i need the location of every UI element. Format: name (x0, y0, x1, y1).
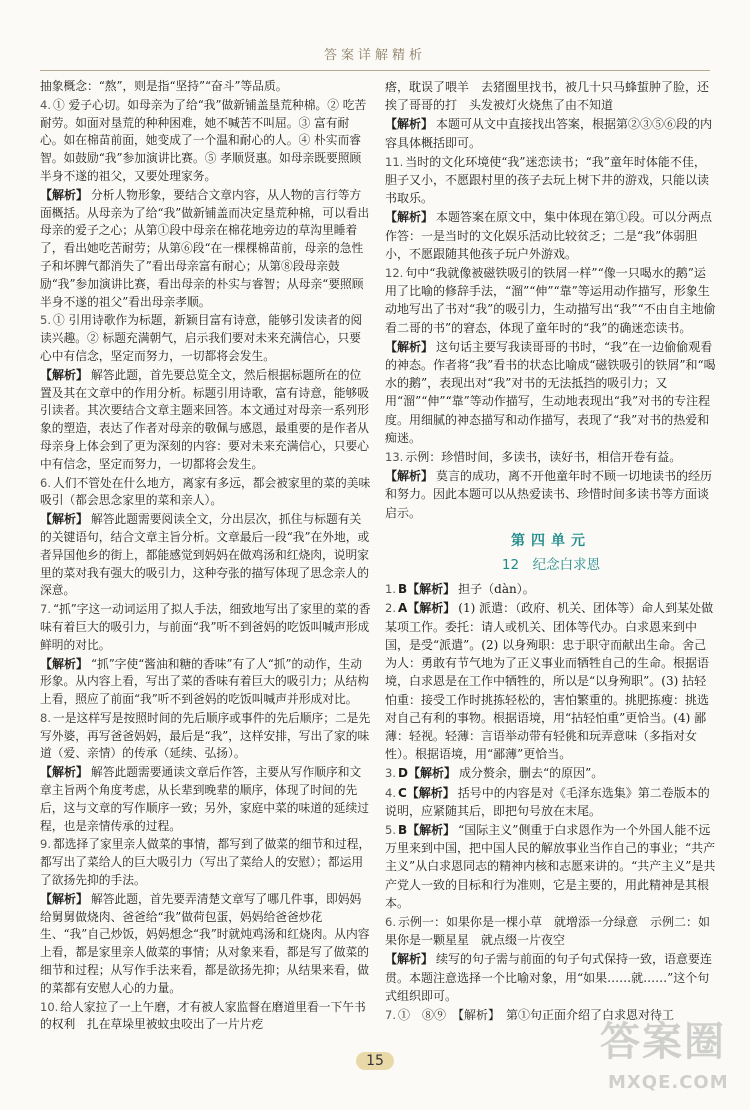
answer-item (40, 710, 372, 763)
answer-text: 句中“我就像被磁铁吸引的铁屑一样”“像一只喝水的鹅”运用了比喻的修辞手法，“溜”“伸”“靠”等运用动作描写，形象生动地写出了书对“我”的吸引力，生动描写出“我”“不由自主地偷看二哥的书”的窘态，体现了童年时的“我”的确迷恋读书。 (385, 266, 716, 335)
answer-item (385, 338, 717, 447)
answer-item (385, 784, 717, 820)
answer-item (40, 601, 372, 654)
analysis-tag: C【解析】 (397, 785, 455, 800)
answer-item (40, 97, 372, 186)
unit-heading: 第四单元 (511, 532, 591, 549)
answer-text: 解答此题，首先要弄清楚文章写了哪几件事，即妈妈给舅舅做烧肉、爸爸给“我”做荷包蛋，妈妈给爸爸炒花生、“我”自己炒饭，妈妈想念“我”时就炖鸡汤和红烧肉。从内容上看，都是家里亲人做菜的事情；从对象来看，都是写了做菜的细节和过程；从写作手法来看，都是欲扬先抑；从结果来看，做的菜都有安慰人心的力量。 (40, 891, 370, 995)
watermark-logo-text: 答案圈 (600, 1019, 726, 1065)
analysis-tag: 【解析】 (385, 117, 434, 132)
answer-item (385, 78, 717, 114)
watermark-logo-url: MXQE.COM (608, 1072, 729, 1093)
answer-text: 括号中的内容是对《毛泽东选集》第二卷版本的说明，应紧随其后，即把句号放在末尾。 (385, 785, 710, 818)
analysis-tag: B【解析】 (397, 582, 456, 597)
answer-item (385, 821, 717, 912)
analysis-tag: 【解析】 (385, 339, 434, 354)
answer-item (385, 153, 717, 208)
answer-item (385, 264, 717, 337)
answer-number: 9. (40, 837, 51, 852)
answer-text: 解答此题，首先要总览全文，然后根据标题所在的位置及其在文章中的作用分析。标题引用诗歌，富有诗意，能够吸引读者。其次要结合文章主题来回答。本文通过对母亲一系列形象的塑造，表达了作者对母亲的敬佩与感恩，最重要的是作者从母亲身上体会到了更为深刻的内容：要对未来充满信心，只要心中有信念，坚定而努力，一切都将会发生。 (40, 367, 369, 471)
answer-item (40, 367, 372, 474)
analysis-tag: 【解析】 (40, 656, 89, 671)
answer-item (385, 448, 717, 466)
analysis-tag: 【解析】 (40, 187, 89, 202)
right-column (385, 78, 717, 1025)
answer-number: 6. (40, 475, 51, 490)
answer-text: 给人家拉了一上午磨，才有被人家监督在磨道里看一下午书的权利 扎在草垛里被蚊虫咬出了一片片疙 (40, 999, 366, 1032)
answer-item (40, 764, 372, 835)
answer-item (40, 891, 372, 998)
answer-number: 12. (385, 266, 404, 281)
answer-text: 莫言的成功，离不开他童年时不顾一切地读书的经历和努力。因此本题可以从热爱读书、珍惜时间多读书等方面谈启示。 (385, 469, 713, 520)
answer-number: 10. (40, 999, 59, 1014)
answer-text: 解答此题需要阅读全文，分出层次，抓住与标题有关的关键语句，结合文章主旨分析。文章最后一段“我”在外地，或者异国他乡的街上，都能感觉到妈妈在做鸡汤和红烧肉，说明家里的菜对我有强大的吸引力，这种夸张的描写体现了思念亲人的深意。 (40, 512, 370, 598)
answer-text: 瘩，耽误了喂羊 去猪圈里找书，被几十只马蜂蜇肿了脸，还挨了哥哥的打 头发被灯火烧焦了由不知道 (385, 80, 710, 113)
answer-item (385, 950, 717, 1005)
answer-text: 当时的文化环境使“我”迷恋读书；“我”童年时体能不佳，胆子又小，不愿跟村里的孩子去玩上树下井的游戏，只能以读书取乐。 (385, 154, 710, 206)
answer-text: 本题答案在原文中，集中体现在第①段。可以分两点作答：一是当时的文化娱乐活动比较贫乏；二是“我”体弱胆小，不愿跟随其他孩子玩户外游戏。 (385, 210, 713, 261)
answer-text: 成分赘余，删去“的原因”。 (458, 766, 604, 781)
header-divider (40, 70, 710, 71)
answer-text: ① ⑧⑨ 【解析】 第①句正面介绍了白求恩对待工 (397, 1007, 674, 1022)
answer-number: 1. (385, 582, 396, 597)
header-title: 答案详解精析 (323, 48, 426, 63)
page-header (0, 0, 750, 62)
answer-number: 13. (385, 450, 404, 465)
watermark-logo (600, 1010, 740, 1100)
answer-text: (1) 派遣：（政府、机关、团体等）命人到某处做某项工作。委托：请人或机关、团体等代办。白求恩来到中国，是受“派遣”。(2) 以身殉职：忠于职守而献出生命。舍己为人：勇敢有节气地为了正义事业而牺牲自己的生命。根据语境，白求恩是在工作中牺牲的，所以是“以身殉职”。(3) 拈轻怕重：接受工作时挑拣轻松的，害怕繁重的。挑肥拣瘦：挑选对自己有利的事物。根据语境，用“拈轻怕重”更恰当。(4) 鄙薄：轻视。轻薄：言语举动带有轻佻和玩弄意味（多指对女性）。根据语境，用“鄙薄”更恰当。 (385, 601, 714, 762)
answer-number: 3. (385, 766, 396, 781)
answer-number: 5. (40, 313, 51, 328)
answer-text: 本题可从文中直接找出答案，根据第②③⑤⑥段的内容具体概括即可。 (385, 117, 713, 150)
answer-text: “国际主义”侧重于白求恩作为一个外国人能不远万里来到中国，把中国人民的解放事业当作自己的事业；“共产主义”从白求恩同志的精神内核和志愿来讲的。“共产主义”是共产党人一致的目标和行为准则，它是主要的，用此精神是其根本。 (385, 822, 716, 910)
answer-text: “抓”字使“酱油和糖的香味”有了人“抓”的动作，生动形象。从内容上看，写出了菜的香味有着巨大的吸引力；从结构上看，照应了前面“我”听不到爸妈的吃饭叫喊声并形成对比。 (40, 656, 369, 707)
answer-item (40, 656, 372, 709)
analysis-tag: 【解析】 (385, 952, 434, 967)
analysis-tag: A【解析】 (397, 601, 456, 616)
answer-item (40, 475, 372, 511)
answer-text: 这句话主要写我读哥哥的书时，“我”在一边偷偷观看的神态。作者将“我”看书的状态比喻成“磁铁吸引的铁屑”和“喝水的鹅”，表现出对“我”对书的无法抵挡的吸引力；又用“溜”“伸”“靠”等动作描写，生动地表现出“我”对书的专注程度。用细腻的神态描写和动作描写，表现了“我”对书的热爱和痴迷。 (385, 339, 716, 445)
answer-item (385, 467, 717, 522)
answer-item (40, 836, 372, 889)
answer-text: ① 引用诗歌作为标题，新颖目富有诗意，能够引发读者的阅读兴趣。② 标题充满朝气，启示我们要对未来充满信心，只要心中有信念，坚定而努力，一切都将会发生。 (40, 313, 363, 363)
answer-number: 5. (385, 822, 396, 837)
answer-text: 担子（dàn）。 (458, 582, 535, 597)
answer-number: 11. (385, 154, 404, 169)
answer-text: 分析人物形象，要结合文章内容，从人物的言行等方面概括。从母亲为了给“我”做新铺盖而决定垦荒种棉，可以看出母亲的爱子之心；从第①段中母亲在棉花地旁边的草沟里睡着了，看出她吃苦耐劳；从第⑥段“在一棵棵棉苗前，母亲的急性子和坏脾气都消失了”看出母亲富有耐心；从第⑧段母亲鼓励“我”参加演讲比赛，看出母亲的朴实与睿智；从母亲“要照顾半身不遂的祖父”看出母亲孝顺。 (40, 187, 370, 309)
analysis-tag: 【解析】 (40, 367, 89, 382)
answer-text: 人们不管处在什么地方，离家有多远，都会被家里的菜的美味吸引（都会思念家里的菜和亲人）。 (40, 475, 371, 508)
analysis-tag: 【解析】 (385, 469, 434, 484)
answer-number: 6. (385, 914, 396, 929)
answer-number: 4. (385, 785, 396, 800)
page-number: 15 (350, 1050, 400, 1072)
answer-text: ① 爱子心切。如母亲为了给“我”做新铺盖垦荒种棉。② 吃苦耐劳。如面对垦荒的种种困难，她不喊苦不叫屈。③ 富有耐心。如在棉苗前面，她变成了一个温和耐心的人。④ 朴实而睿智。如鼓励“我”参加演讲比赛。⑤ 孝顺贤惠。如母亲既要照顾半身不遂的祖父，又要处理家务。 (40, 97, 367, 183)
answer-item (40, 78, 372, 96)
answer-text: 解答此题需要通读文章后作答，主要从写作顺序和文章主旨两个角度考虑，从长辈到晚辈的顺序，体现了时间的先后，这与文章的写作顺序一致；另外，家庭中菜的味道的延续过程，也是亲情传承的过程。 (40, 765, 369, 833)
answer-item (385, 599, 717, 763)
answer-item (385, 764, 717, 782)
answer-number: 7. (40, 602, 51, 617)
answer-number: 7. (385, 1007, 396, 1022)
answer-number: 4. (40, 97, 51, 112)
answer-text: 示例一：如果你是一棵小草 就增添一分绿意 示例二：如果你是一颗星星 就点缀一片夜空 (385, 914, 710, 948)
answer-number: 8. (40, 710, 51, 725)
answer-text: 都选择了家里亲人做菜的事情，都写到了做菜的细节和过程，都写出了菜给人的巨大吸引力（写出了菜给人的安慰）；都运用了欲扬先抑的手法。 (40, 837, 371, 888)
answer-item (40, 999, 372, 1035)
answer-text: “抓”字这一动词运用了拟人手法，细致地写出了家里的菜的香味有着巨大的吸引力，与前面“我”听不到爸妈的吃饭叫喊声形成鲜明的对比。 (40, 602, 371, 652)
answer-number: 2. (385, 601, 396, 616)
analysis-tag: D【解析】 (397, 766, 456, 781)
answer-item (40, 187, 372, 312)
answer-text: 续写的句子需与前面的句子句式保持一致，语意要连贯。本题注意选择一个比喻对象，用“如果……就……”这个句式组织即可。 (385, 952, 713, 1003)
answer-item (40, 511, 372, 600)
answer-text: 抽象概念：“熬”，则是指“坚持”“奋斗”等品质。 (40, 79, 288, 93)
left-column (40, 78, 372, 1035)
analysis-tag: 【解析】 (40, 512, 89, 527)
analysis-tag: 【解析】 (385, 210, 434, 225)
answer-item (385, 115, 717, 151)
answer-item (385, 208, 717, 263)
answer-item (385, 913, 717, 949)
answer-item (385, 580, 717, 598)
analysis-tag: 【解析】 (40, 891, 89, 906)
analysis-tag: 【解析】 (40, 765, 89, 780)
answer-item (40, 312, 372, 365)
analysis-tag: B【解析】 (397, 822, 456, 837)
answer-text: 示例：珍惜时间，多读书，读好书，相信开卷有益。 (405, 450, 682, 465)
answer-text: 一是这样写是按照时间的先后顺序或事件的先后顺序；二是先写外婆，再写爸爸妈妈，最后是“我”，这样安排，写出了家的味道（爱、亲情）的传承（延续、弘扬）。 (40, 710, 371, 761)
lesson-heading: 12 纪念白求恩 (501, 557, 601, 574)
